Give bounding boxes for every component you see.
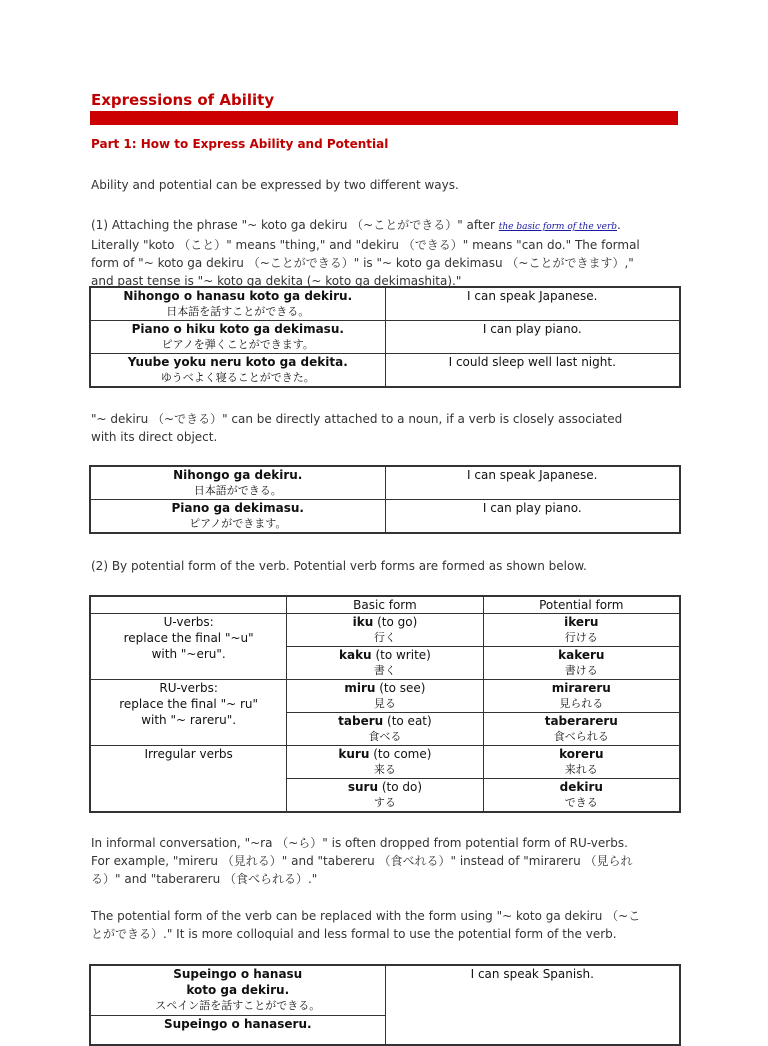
group-label-line: Irregular verbs bbox=[144, 747, 233, 761]
potential-form-japanese: できる bbox=[564, 796, 598, 809]
basic-form-link[interactable]: the basic form of the verb bbox=[498, 222, 618, 232]
informal-line3: る）" and "taberareru （食べられる）." bbox=[91, 872, 318, 886]
example-table-spanish bbox=[89, 964, 681, 1046]
basic-form-cell bbox=[287, 680, 483, 713]
potential-form-cell bbox=[483, 680, 680, 713]
informal-line2: For example, "mireru （見れる）" and "tabereru （食べれる）" instead of "mirareru （見られ bbox=[91, 854, 633, 868]
basic-form-cell bbox=[287, 614, 483, 647]
potential-form: taberareru bbox=[544, 714, 618, 728]
potential-form-cell bbox=[483, 647, 680, 680]
method-one-line2: Literally "koto （こと）" means "thing," and "dekiru （できる）" means "can do." The formal bbox=[91, 238, 640, 252]
romaji-cell bbox=[90, 1015, 385, 1045]
english-sentence: I can play piano. bbox=[385, 500, 680, 534]
potential-form: mirareru bbox=[551, 681, 611, 695]
potential-form-paragraph: (2) By potential form of the verb. Potential verb forms are formed as shown below. bbox=[91, 559, 587, 573]
replacement-line2: とができる）." It is more colloquial and less formal to use the potential form of the verb. bbox=[91, 927, 617, 941]
potential-form-cell bbox=[483, 746, 680, 779]
verb-gloss: (to do) bbox=[381, 780, 423, 794]
romaji-cell bbox=[90, 321, 385, 354]
table-row bbox=[90, 500, 680, 534]
group-label-line: RU-verbs: bbox=[159, 681, 218, 695]
group-label-line: replace the final "~ ru" bbox=[119, 697, 259, 711]
verb-group-label bbox=[90, 746, 287, 813]
english-sentence: I can speak Japanese. bbox=[385, 287, 680, 321]
basic-form-japanese: 食べる bbox=[368, 730, 402, 743]
verb-gloss: (to go) bbox=[377, 615, 418, 629]
romaji-sentence: Piano ga dekimasu. bbox=[171, 501, 304, 515]
intro-paragraph: Ability and potential can be expressed by two different ways. bbox=[91, 178, 459, 192]
table-header-row bbox=[90, 596, 680, 614]
page-title: Expressions of Ability bbox=[91, 91, 275, 109]
potential-form-cell bbox=[483, 779, 680, 813]
basic-form-cell bbox=[287, 713, 483, 746]
english-sentence: I could sleep well last night. bbox=[385, 354, 680, 388]
group-label-line: U-verbs: bbox=[163, 615, 214, 629]
method-one-line3: form of "~ koto ga dekiru （~ことができる）" is "~ koto ga dekimasu （~ことができます）," bbox=[91, 256, 634, 270]
japanese-sentence: ゆうべよく寝ることができた。 bbox=[160, 371, 315, 384]
table-row bbox=[90, 746, 680, 779]
basic-form: kuru bbox=[338, 747, 370, 761]
romaji-sentence: Piano o hiku koto ga dekimasu. bbox=[131, 322, 344, 336]
table-row bbox=[90, 321, 680, 354]
verb-gloss: (to write) bbox=[375, 648, 431, 662]
basic-form: iku bbox=[352, 615, 374, 629]
potential-form: koreru bbox=[559, 747, 604, 761]
basic-form: miru bbox=[344, 681, 376, 695]
english-sentence: I can play piano. bbox=[385, 321, 680, 354]
section-title: Part 1: How to Express Ability and Potential bbox=[91, 137, 389, 151]
table-row bbox=[90, 965, 680, 1015]
verb-gloss: (to eat) bbox=[387, 714, 432, 728]
basic-form-japanese: 書く bbox=[373, 664, 396, 677]
basic-form-japanese: 来る bbox=[373, 763, 396, 776]
potential-forms-table bbox=[89, 595, 681, 813]
romaji-cell bbox=[90, 287, 385, 321]
basic-form-cell bbox=[287, 779, 483, 813]
basic-form: kaku bbox=[339, 648, 372, 662]
romaji-sentence: Nihongo ga dekiru. bbox=[173, 468, 303, 482]
group-label-line: with "~ rareru". bbox=[141, 713, 237, 727]
replacement-paragraph bbox=[91, 907, 681, 943]
method-one-line4: and past tense is "~ koto ga dekita (~ koto ga dekimashita)." bbox=[91, 274, 462, 288]
potential-form-cell bbox=[483, 713, 680, 746]
romaji-sentence: Supeingo o hanasu bbox=[173, 967, 303, 981]
basic-form-japanese: する bbox=[373, 796, 396, 809]
japanese-sentence: スペイン語を話すことができる。 bbox=[155, 999, 321, 1012]
potential-form-japanese: 行ける bbox=[564, 631, 598, 644]
potential-form: dekiru bbox=[559, 780, 603, 794]
method-one-line1-end: . bbox=[617, 218, 621, 232]
verb-group-label bbox=[90, 614, 287, 680]
japanese-sentence: ピアノができます。 bbox=[189, 517, 287, 530]
header-cell-potential-form: Potential form bbox=[483, 596, 680, 614]
romaji-sentence: koto ga dekiru. bbox=[186, 983, 290, 997]
potential-form-japanese: 来れる bbox=[564, 763, 598, 776]
romaji-cell bbox=[90, 354, 385, 388]
method-one-paragraph bbox=[91, 216, 681, 290]
potential-form-cell bbox=[483, 614, 680, 647]
informal-conversation-paragraph bbox=[91, 834, 681, 888]
header-cell-basic-form: Basic form bbox=[287, 596, 483, 614]
japanese-sentence: 日本語を話すことができる。 bbox=[166, 305, 310, 318]
potential-form-japanese: 書ける bbox=[564, 664, 598, 677]
noun-dekiru-line1: "~ dekiru （~できる）" can be directly attached to a noun, if a verb is closely associated bbox=[91, 412, 623, 426]
romaji-cell bbox=[90, 466, 385, 500]
basic-form: taberu bbox=[338, 714, 384, 728]
title-divider-bar bbox=[90, 111, 678, 125]
basic-form-japanese: 行く bbox=[373, 631, 396, 644]
group-label-line: with "~eru". bbox=[151, 647, 226, 661]
method-one-line1: (1) Attaching the phrase "~ koto ga dekiru （~ことができる）" after bbox=[91, 218, 499, 232]
romaji-cell bbox=[90, 965, 385, 1015]
example-table-noun-dekiru bbox=[89, 465, 681, 534]
potential-form: ikeru bbox=[564, 615, 599, 629]
replacement-line1: The potential form of the verb can be replaced with the form using "~ koto ga dekiru （~こ bbox=[91, 909, 641, 923]
noun-dekiru-line2: with its direct object. bbox=[91, 430, 218, 444]
verb-gloss: (to see) bbox=[379, 681, 426, 695]
verb-group-label bbox=[90, 680, 287, 746]
potential-form-japanese: 見られる bbox=[559, 697, 604, 710]
japanese-sentence: ピアノを弾くことができます。 bbox=[161, 338, 314, 351]
basic-form: suru bbox=[347, 780, 378, 794]
table-row bbox=[90, 354, 680, 388]
basic-form-cell bbox=[287, 746, 483, 779]
group-label-line: replace the final "~u" bbox=[123, 631, 254, 645]
table-row bbox=[90, 614, 680, 647]
noun-dekiru-paragraph bbox=[91, 410, 681, 446]
romaji-cell bbox=[90, 500, 385, 534]
table-row bbox=[90, 680, 680, 713]
potential-form: kakeru bbox=[558, 648, 605, 662]
romaji-sentence: Yuube yoku neru koto ga dekita. bbox=[127, 355, 348, 369]
header-cell bbox=[90, 596, 287, 614]
romaji-sentence: Nihongo o hanasu koto ga dekiru. bbox=[123, 289, 353, 303]
potential-form-japanese: 食べられる bbox=[553, 730, 609, 743]
english-sentence: I can speak Spanish. bbox=[385, 965, 680, 1045]
table-row bbox=[90, 287, 680, 321]
verb-gloss: (to come) bbox=[373, 747, 432, 761]
informal-line1: In informal conversation, "~ra （~ら）" is often dropped from potential form of RU-verbs. bbox=[91, 836, 628, 850]
japanese-sentence: 日本語ができる。 bbox=[193, 484, 282, 497]
english-sentence: I can speak Japanese. bbox=[385, 466, 680, 500]
romaji-sentence: Supeingo o hanaseru. bbox=[163, 1016, 312, 1031]
example-table-koto-ga-dekiru bbox=[89, 286, 681, 388]
table-row bbox=[90, 466, 680, 500]
basic-form-japanese: 見る bbox=[373, 697, 396, 710]
basic-form-cell bbox=[287, 647, 483, 680]
